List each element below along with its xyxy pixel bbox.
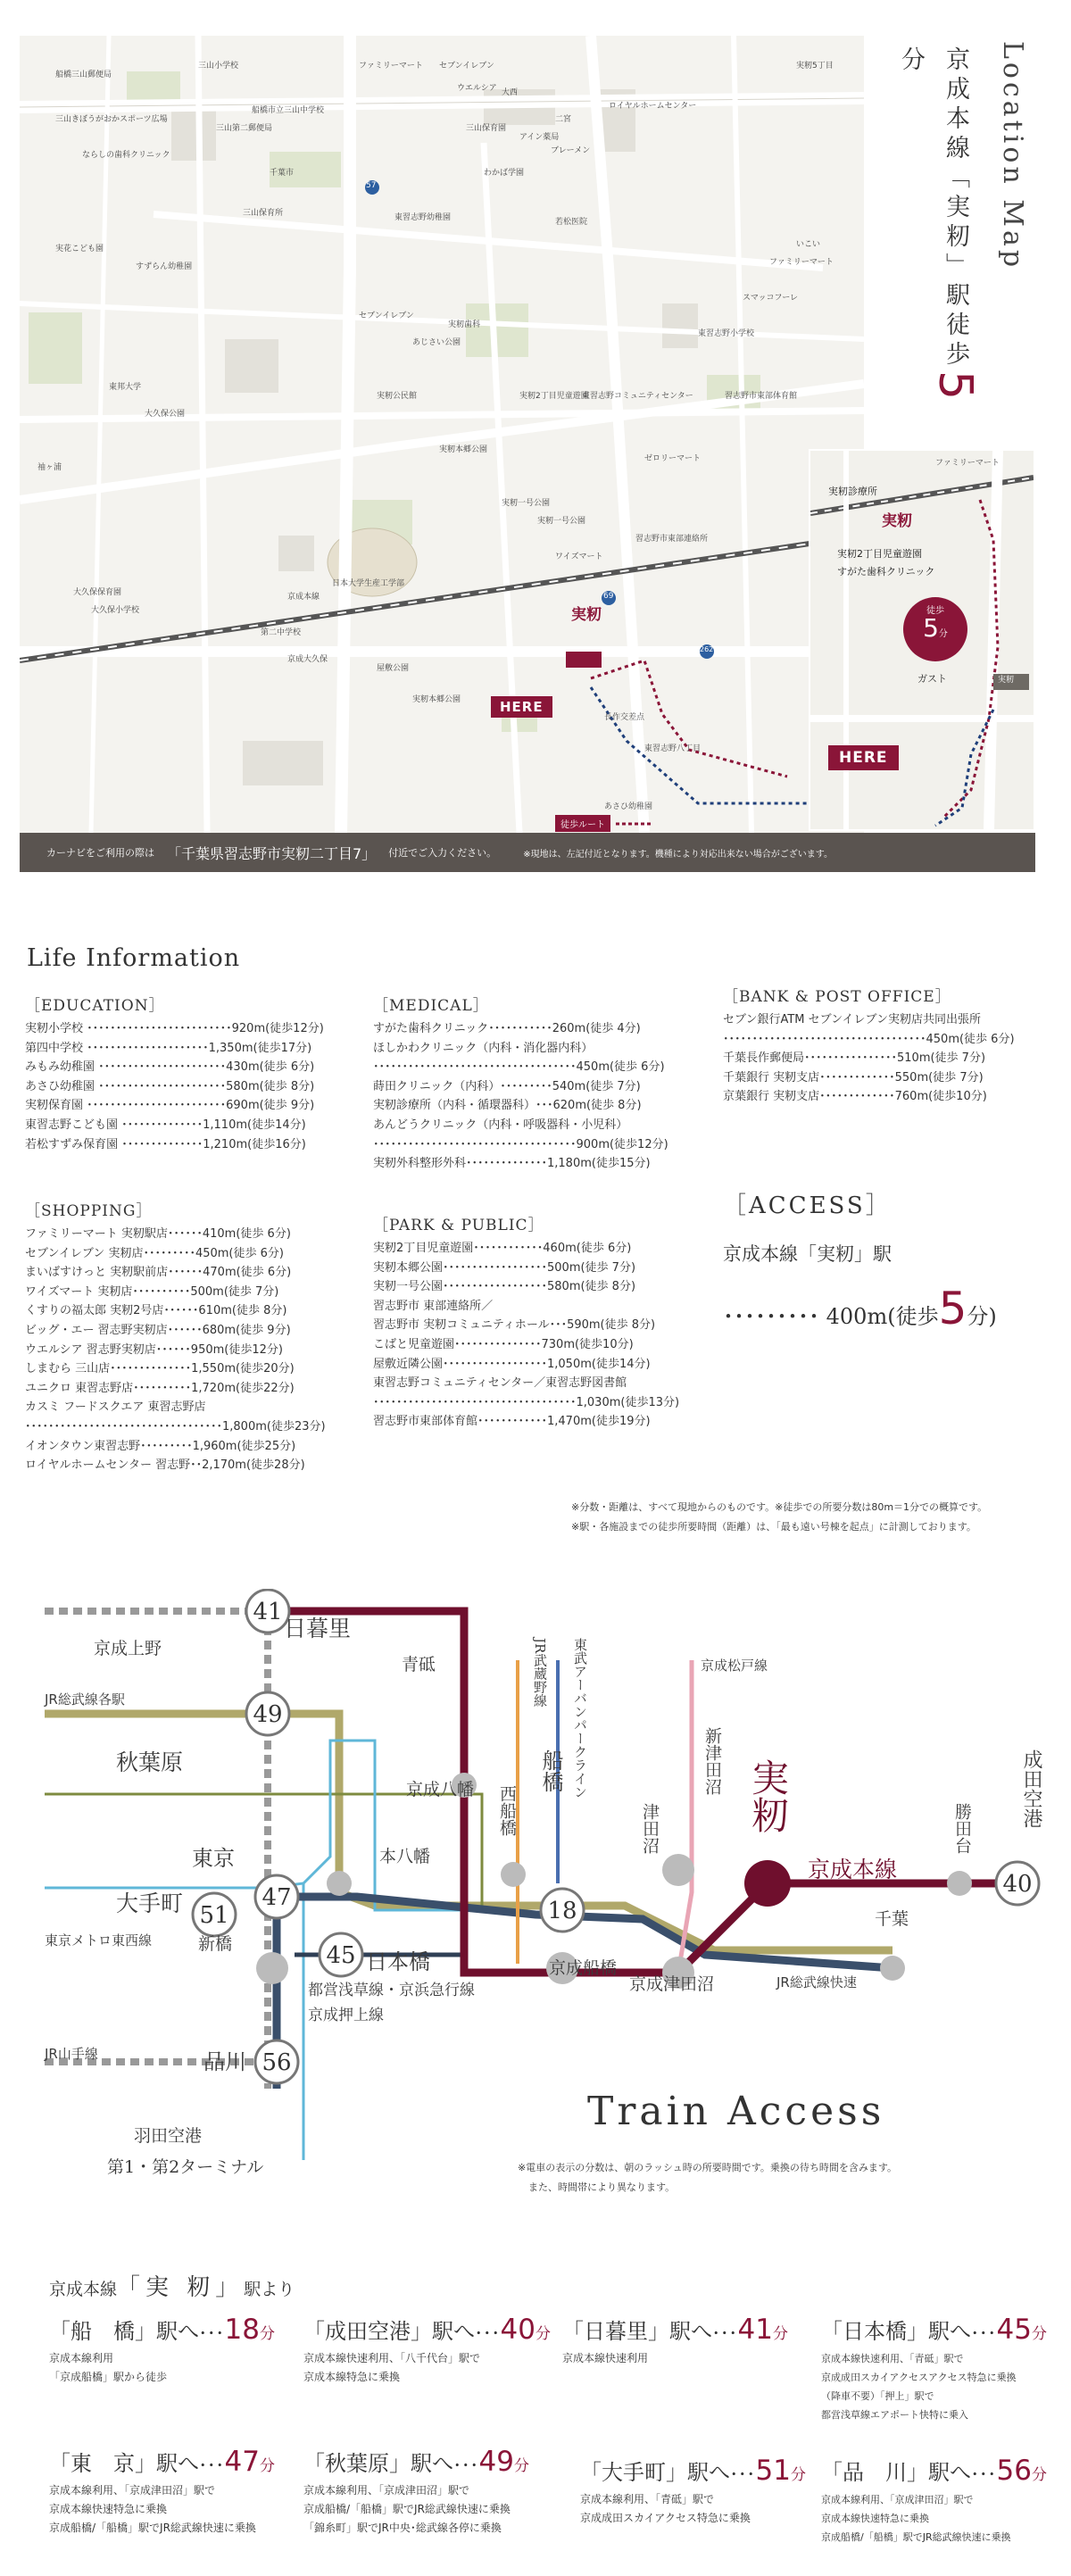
map-label: セブンイレブン	[359, 312, 414, 320]
destination-name: 「品 川」駅へ	[821, 2460, 971, 2485]
destination-desc: 京成成田スカイアクセス特急に乗換	[580, 2512, 751, 2524]
map-label: 習志野市東部連絡所	[635, 535, 709, 544]
destination-item	[562, 2314, 821, 2368]
map-label: 実籾本郷公園	[439, 445, 488, 454]
destination-desc: 「京成船橋」駅から徒歩	[49, 2371, 168, 2383]
map-label: 船橋市立三山中学校	[252, 106, 325, 115]
destination-unit: 分	[772, 2325, 788, 2343]
destination-unit: 分	[535, 2325, 551, 2343]
list-item: 京葉銀行 実籾支店･････････････760m(徒歩10分)	[723, 1090, 987, 1104]
footer-disclaimer: ※現地は、左記付近となります。機種により対応出来ない場合がございます。	[523, 849, 833, 860]
destination-dots: ･･･	[475, 2325, 501, 2343]
map-label: 日本大学生産工学部	[332, 579, 405, 588]
map-legend	[555, 815, 652, 833]
inset-label: 実籾2丁目児童遊園	[837, 548, 922, 560]
from-prefix: 京成本線	[49, 2280, 118, 2299]
list-item: 若松すずみ保育園 ･･････････････1,210m(徒歩16分)	[25, 1137, 306, 1151]
list-item: くすりの福太郎 実籾2号店･･････610m(徒歩 8分)	[25, 1304, 287, 1318]
station-label: 東武アーバンパークライン	[572, 1638, 588, 1799]
destination-desc: 京成本線特急に乗換	[303, 2371, 401, 2383]
station-label: 京成上野	[94, 1639, 162, 1658]
list-item: 実籾2丁目児童遊園････････････460m(徒歩 6分)	[373, 1242, 632, 1255]
destination-item	[303, 2446, 562, 2538]
destination-name: 「日本橋」駅へ	[821, 2319, 971, 2344]
map-title-jp-text: 京成本線「実籾」駅徒歩	[942, 46, 969, 370]
map-label: 大久保保育園	[73, 588, 122, 597]
map-label: あじさい公園	[412, 338, 461, 347]
list-item: ･･･････････････････････････････････450m(徒歩 6分)	[373, 1060, 665, 1075]
map-label: 実籾公民館	[377, 392, 418, 401]
train-access-title: Train Access	[587, 2089, 885, 2134]
destination-name: 「船 橋」駅へ	[49, 2319, 199, 2344]
train-notes	[518, 2158, 897, 2198]
from-suffix: 駅より	[244, 2280, 295, 2299]
destination-minutes: 47	[224, 2446, 260, 2478]
list-item: ほしかわクリニック（内科・消化器内科）	[373, 1041, 594, 1055]
station-label: JR武蔵野線	[532, 1638, 548, 1708]
access-minutes: 5	[938, 1283, 967, 1334]
station-dot	[501, 1862, 526, 1887]
station-label: 船橋	[538, 1749, 563, 1792]
map-label: ゼロリーマート	[644, 454, 702, 463]
map-label: ロイヤルホームセンター	[609, 102, 697, 111]
map-label: 東習志野八丁目	[644, 744, 702, 753]
destination-desc: 京成本線利用	[49, 2352, 114, 2364]
map-label: 屋敷公園	[377, 664, 410, 673]
minutes-node-label-nippori: 41	[253, 1599, 283, 1625]
inset-walk-min: 5	[923, 613, 939, 643]
destination-desc: 京成本線利用、「青砥」駅で	[580, 2493, 715, 2505]
list-item: 実籾本郷公園･･････････････････500m(徒歩 7分)	[373, 1260, 636, 1275]
from-station-heading	[49, 2269, 295, 2302]
map-label: 東習志野小学校	[698, 329, 755, 338]
list-item: カスミ フードスクエア 東習志野店	[25, 1400, 206, 1415]
destination-item	[49, 2314, 308, 2387]
list-item: 千葉銀行 実籾支店･････････････550m(徒歩 7分)	[723, 1070, 984, 1084]
destination-item	[821, 2314, 1062, 2424]
destination-unit: 分	[1031, 2466, 1047, 2484]
map-label: 大久保小学校	[91, 606, 140, 615]
station-dot	[947, 1871, 972, 1896]
map-label: アイン薬局	[519, 133, 560, 142]
legend-walk	[555, 815, 652, 832]
map-label: 実籾2丁目児童遊園	[519, 392, 589, 401]
station-label: JR総武線快速	[776, 1974, 857, 1990]
map-title-jp	[893, 46, 982, 428]
station-dot	[662, 1854, 694, 1886]
destination-desc: 京成本線快速利用、「八千代台」駅で	[303, 2352, 481, 2364]
shopping-title: ［SHOPPING］	[25, 1202, 153, 1220]
list-item: 千葉長作郵便局････････････････510m(徒歩 7分)	[723, 1051, 986, 1066]
list-item: ユニクロ 東習志野店･･････････1,720m(徒歩22分)	[25, 1381, 295, 1395]
destination-desc: 京成本線快速特急に乗換	[821, 2513, 929, 2524]
mimomi-node	[744, 1860, 791, 1907]
education-list	[25, 1019, 324, 1154]
list-item: ･･･････････････････････････････････450m(徒歩 6分)	[723, 1032, 1015, 1046]
map-title-unit: 分	[897, 46, 925, 76]
station-label: 羽田空港	[134, 2126, 203, 2146]
destination-minutes: 18	[224, 2314, 260, 2346]
map-label: 実籾一号公園	[537, 517, 586, 526]
destination-dots: ･･･	[971, 2325, 997, 2343]
destination-desc: 京成船橋/「船橋」駅でJR総武線快速に乗換	[821, 2531, 1011, 2543]
access-unit: 分)	[967, 1304, 997, 1329]
map-label: ファミリーマート	[769, 258, 834, 267]
station-label: 成田空港	[1020, 1749, 1042, 1828]
map-label: 京成本線	[287, 593, 320, 602]
destination-item	[303, 2314, 562, 2387]
inset-walk-badge	[917, 602, 953, 641]
list-item: 実籾一号公園･･････････････････580m(徒歩 8分)	[373, 1280, 636, 1294]
station-label: 東京	[192, 1846, 235, 1871]
station-label: 本八幡	[379, 1847, 431, 1866]
list-item: 蒔田クリニック（内科）･････････540m(徒歩 7分)	[373, 1079, 641, 1093]
life-info-title: Life Information	[27, 944, 241, 972]
map-label: 実籾5丁目	[796, 62, 834, 71]
map-label: 三山保育園	[466, 124, 507, 133]
map-label: 千葉市	[270, 169, 295, 178]
destination-desc: 京成成田スカイアクセスアクセス特急に乗換	[821, 2372, 1017, 2383]
minutes-node-label-akihabara: 49	[253, 1701, 283, 1728]
station-label: 京成八幡	[406, 1780, 475, 1799]
park-public-list	[373, 1239, 679, 1432]
list-item: あさひ幼稚園 ･･････････････････････580m(徒歩 8分)	[25, 1079, 315, 1093]
station-dot	[880, 1956, 905, 1981]
bank-post-list	[723, 1010, 1015, 1107]
map-label: 大西	[502, 88, 519, 97]
destination-item	[821, 2455, 1062, 2547]
destination-desc: 京成船橋/「船橋」駅でJR総武線快速に乗換	[303, 2503, 511, 2515]
destination-minutes: 45	[996, 2314, 1032, 2346]
map-label: わかば学園	[484, 169, 525, 178]
list-item: 実籾診療所（内科・循環器科）･･･620m(徒歩 8分)	[373, 1099, 642, 1113]
medical-list	[373, 1019, 668, 1174]
list-item: ･･････････････････････････････････1,800m(徒歩23分)	[25, 1419, 326, 1433]
legend-walk-label: 徒歩ルート	[555, 815, 610, 832]
inset-walk-label: 徒歩	[926, 606, 944, 616]
destination-desc: 京成本線快速利用	[562, 2352, 649, 2364]
footer-address: 「千葉県習志野市実籾二丁目7」	[167, 844, 377, 862]
station-label: 新津田沼	[702, 1727, 722, 1795]
tozai-line	[45, 1741, 464, 1910]
station-label: 都営浅草線・京浜急行線	[308, 1982, 475, 1999]
map-label: スマッコフーレ	[743, 294, 799, 303]
destination-desc: 都営浅草線エアポート快特に乗入	[821, 2409, 968, 2421]
note-line: ※分数・距離は、すべて現地からのものです。※徒歩での所要分数は80m＝1分での概算です。	[571, 1501, 988, 1513]
route-shield-label: 262	[700, 645, 714, 653]
destination-desc: 京成本線快速特急に乗換	[49, 2503, 168, 2515]
station-label: 新橋	[198, 1934, 233, 1954]
list-item: セブンイレブン 実籾店･････････450m(徒歩 6分)	[25, 1246, 284, 1260]
map-label: 二宮	[555, 115, 572, 124]
inset-here-marker: HERE	[828, 745, 899, 770]
medical-title: ［MEDICAL］	[373, 997, 489, 1015]
destination-name: 「日暮里」駅へ	[562, 2319, 712, 2344]
list-item: ･･･････････････････････････････････1,030m(徒歩13分)	[373, 1395, 680, 1409]
station-label: 日本橋	[366, 1949, 430, 1974]
destination-unit: 分	[259, 2457, 275, 2475]
station-label: 京成松戸線	[701, 1658, 768, 1674]
destination-desc: 京成本線利用、「京成津田沼」駅で	[49, 2484, 216, 2497]
access-distance	[723, 1283, 1053, 1334]
destination-dots: ･･･	[712, 2325, 738, 2343]
list-item: ワイズマート 実籾店･･････････500m(徒歩 7分)	[25, 1284, 279, 1299]
minutes-node-label-funabashi: 18	[547, 1898, 577, 1924]
list-item: みもみ幼稚園 ･･････････････････････430m(徒歩 6分)	[25, 1060, 315, 1075]
list-item: 習志野市東部体育館････････････1,470m(徒歩19分)	[373, 1415, 651, 1429]
list-item: あんどうクリニック（内科・呼吸器科・小児科）	[373, 1118, 628, 1132]
list-item: ビッグ・エー 習志野実籾店･･････680m(徒歩 9分)	[25, 1323, 291, 1337]
destination-minutes: 40	[500, 2314, 536, 2346]
map-label: 若松医院	[555, 218, 588, 227]
list-item: セブン銀行ATM セブンイレブン実籾店共同出張所	[723, 1013, 981, 1026]
destination-unit: 分	[790, 2466, 806, 2484]
inset-walk-unit: 分	[938, 629, 948, 639]
destination-name: 「大手町」駅へ	[580, 2460, 730, 2485]
destination-dots: ･･･	[730, 2466, 756, 2484]
destination-minutes: 56	[996, 2455, 1032, 2487]
footer-note: カーナビをご利用の際は	[46, 847, 154, 859]
minutes-node-label-tokyo: 47	[262, 1884, 292, 1911]
map-label: 東習志野コミュニティセンター	[582, 392, 693, 401]
station-label: 千葉	[875, 1909, 909, 1929]
map-title-minutes: 5	[928, 370, 982, 406]
station-label: JR山手線	[45, 2046, 98, 2062]
station-dot	[256, 1952, 288, 1984]
station-label: 西船橋	[497, 1785, 517, 1836]
access-title: ［ACCESS］	[723, 1192, 892, 1219]
station-label: 京成本線	[808, 1857, 898, 1882]
map-label: セブンイレブン	[439, 62, 494, 71]
map-label: すずらん幼稚園	[136, 262, 193, 271]
map-title	[875, 36, 1035, 428]
destination-item	[580, 2455, 839, 2528]
destination-dots: ･･･	[199, 2457, 225, 2475]
list-item: すがた歯科クリニック･･･････････260m(徒歩 4分)	[373, 1022, 641, 1035]
map-label: 三山小学校	[198, 62, 239, 71]
destination-minutes: 41	[737, 2314, 773, 2346]
destination-minutes: 49	[478, 2446, 514, 2478]
destination-unit: 分	[513, 2457, 529, 2475]
location-map	[20, 36, 864, 833]
destination-unit: 分	[1031, 2325, 1047, 2343]
map-label: 実籾一号公園	[502, 499, 551, 508]
destination-desc: 京成本線快速利用、「青砥」駅で	[821, 2353, 964, 2364]
map-label: 第二中学校	[261, 628, 302, 637]
note-line: また、時間帯により異なります。	[528, 2181, 676, 2193]
list-item: 実籾小学校 ･････････････････････････920m(徒歩12分)	[25, 1022, 324, 1035]
list-item: イオンタウン東習志野･････････1,960m(徒歩25分)	[25, 1439, 296, 1453]
inset-label: すがた歯科クリニック	[837, 566, 935, 578]
life-info-notes	[571, 1498, 1053, 1537]
footer-suffix: 付近でご入力ください。	[388, 847, 497, 859]
minutes-node-label-shinagawa: 56	[262, 2049, 292, 2076]
minutes-node-label-narita: 40	[1002, 1871, 1033, 1898]
park-public-title: ［PARK & PUBLIC］	[373, 1217, 544, 1234]
station-label: 京成船橋	[549, 1958, 618, 1978]
list-item: 屋敷近隣公園･･････････････････1,050m(徒歩14分)	[373, 1357, 651, 1371]
from-station: 「実 籾」	[117, 2274, 245, 2301]
station-label: 秋葉原	[116, 1749, 184, 1775]
destination-minutes: 51	[755, 2455, 791, 2487]
destination-item	[49, 2446, 308, 2538]
station-label: 青砥	[402, 1655, 436, 1674]
list-item: ロイヤルホームセンター 習志野･･2,170m(徒歩28分)	[25, 1458, 305, 1473]
destination-unit: 分	[259, 2325, 275, 2343]
list-item: こばと児童遊園･･･････････････730m(徒歩10分)	[373, 1337, 634, 1351]
map-label: ブレーメン	[551, 146, 591, 155]
station-label: 勝田台	[952, 1803, 972, 1854]
map-station-label: 実籾	[571, 606, 602, 624]
list-item: 実籾外科整形外科･･････････････1,180m(徒歩15分)	[373, 1157, 651, 1171]
list-item: 東習志野こども園 ･･････････････1,110m(徒歩14分)	[25, 1118, 306, 1132]
minutes-node-label-otemachi: 51	[199, 1902, 229, 1929]
list-item: 東習志野コミュニティセンター／東習志野図書館	[373, 1376, 627, 1391]
map-label: いこい	[796, 240, 821, 249]
list-item: 習志野市 東部連絡所／	[373, 1299, 494, 1313]
map-footer	[20, 833, 1035, 872]
destination-desc: 京成船橋/「船橋」駅でJR総武線快速に乗換	[49, 2522, 256, 2534]
shopping-list	[25, 1225, 326, 1475]
destination-desc: 京成本線利用、「京成津田沼」駅で	[303, 2484, 470, 2497]
destination-name: 「秋葉原」駅へ	[303, 2451, 453, 2476]
station-label: 品川	[203, 2049, 246, 2074]
map-label: 長作交差点	[604, 713, 645, 722]
station-label: 津田沼	[640, 1803, 660, 1854]
destination-dots: ･･･	[971, 2466, 997, 2484]
here-marker: HERE	[491, 696, 552, 718]
list-item: ファミリーマート 実籾駅店･･････410m(徒歩 6分)	[25, 1227, 291, 1241]
route-shield-label: 69	[603, 592, 614, 601]
map-label: 東邦大学	[109, 383, 142, 392]
station-label: 日暮里	[284, 1616, 352, 1641]
map-label: 実籾歯科	[448, 320, 481, 329]
station-dot	[327, 1871, 352, 1896]
inset-label: 実籾診療所	[828, 486, 877, 497]
destination-desc: 京成本線利用、「京成津田沼」駅で	[821, 2494, 974, 2505]
map-label: 京成大久保	[287, 655, 328, 664]
list-item: 習志野市 実籾コミュニティホール･･･590m(徒歩 8分)	[373, 1318, 656, 1333]
station-label: 京成押上線	[308, 2007, 384, 2024]
station-label: 大手町	[116, 1890, 184, 1916]
shinkeisei-line	[678, 1660, 692, 1973]
list-item: 実籾保育園 ････････････････････････690m(徒歩 9分)	[25, 1099, 315, 1113]
map-label: 実花こども園	[55, 245, 104, 253]
destination-name: 「東 京」駅へ	[49, 2451, 199, 2476]
map-label: 東習志野幼稚園	[394, 213, 452, 222]
map-inset	[809, 449, 1035, 831]
access-dots: ･････････	[723, 1304, 819, 1329]
destination-dots: ･･･	[199, 2325, 225, 2343]
access-station: 京成本線「実籾」駅	[723, 1243, 892, 1265]
list-item: まいばすけっと 実籾駅前店･･････470m(徒歩 6分)	[25, 1266, 292, 1280]
inset-label: ファミリーマート	[935, 459, 1000, 468]
note-line: ※駅・各施設までの徒歩所要時間（距離）は、「最も遠い号棟を起点」に計測しております。	[571, 1521, 976, 1533]
inset-station-label: 実籾	[882, 512, 912, 530]
list-item: ･･･････････････････････････････････900m(徒歩12分)	[373, 1137, 668, 1151]
map-label: 船橋三山郵便局	[55, 71, 112, 79]
list-item: 第四中学校 ･････････････････････1,350m(徒歩17分)	[25, 1041, 312, 1055]
station-label-mimomi: 実籾	[746, 1758, 790, 1833]
access-block	[723, 1187, 1053, 1334]
map-label: ファミリーマート	[359, 62, 423, 71]
destination-dots: ･･･	[453, 2457, 479, 2475]
map-label: 三山きぼうがおかスポーツ広場	[55, 115, 168, 124]
station-label: 京成津田沼	[629, 1974, 715, 1994]
access-distance-text: 400m(徒歩	[826, 1304, 939, 1329]
inset-label: 実籾	[998, 676, 1015, 685]
map-label: あさひ幼稚園	[604, 802, 653, 811]
station-label: JR総武線各駅	[45, 1691, 125, 1708]
list-item: しまむら 三山店･･････････････1,550m(徒歩20分)	[25, 1362, 295, 1376]
map-label: 三山第二郵便局	[216, 124, 273, 133]
map-label: 三山保育所	[243, 209, 284, 218]
map-label: 実籾本郷公園	[412, 695, 461, 704]
destination-name: 「成田空港」駅へ	[303, 2319, 475, 2344]
list-item: ウエルシア 習志野実籾店･･････950m(徒歩12分)	[25, 1342, 283, 1357]
map-label: ならしの歯科クリニック	[82, 151, 170, 160]
map-label: ウエルシア	[457, 84, 497, 93]
route-shield-label: 57	[366, 181, 377, 190]
inset-label: ガスト	[917, 673, 947, 685]
education-title: ［EDUCATION］	[25, 997, 165, 1015]
map-title-en: Location Map	[997, 41, 1028, 271]
station-label: 第1・第2ターミナル	[107, 2157, 264, 2177]
note-line: ※電車の表示の分数は、朝のラッシュ時の所要時間です。乗換の待ち時間を含みます。	[518, 2162, 898, 2173]
map-label: 袖ヶ浦	[37, 463, 62, 472]
map-label: 大久保公園	[145, 410, 186, 419]
destination-desc: 「錦糸町」駅でJR中央･総武線各停に乗換	[303, 2522, 502, 2534]
bank-post-title: ［BANK & POST OFFICE］	[723, 988, 951, 1006]
map-label: ワイズマート	[555, 553, 603, 561]
destination-desc: （降車不要）「押上」駅で	[821, 2390, 934, 2402]
station-label: 東京メトロ東西線	[45, 1932, 153, 1949]
minutes-node-label-nihonbashi: 45	[326, 1942, 356, 1969]
map-label: 習志野市東部体育館	[725, 392, 798, 401]
